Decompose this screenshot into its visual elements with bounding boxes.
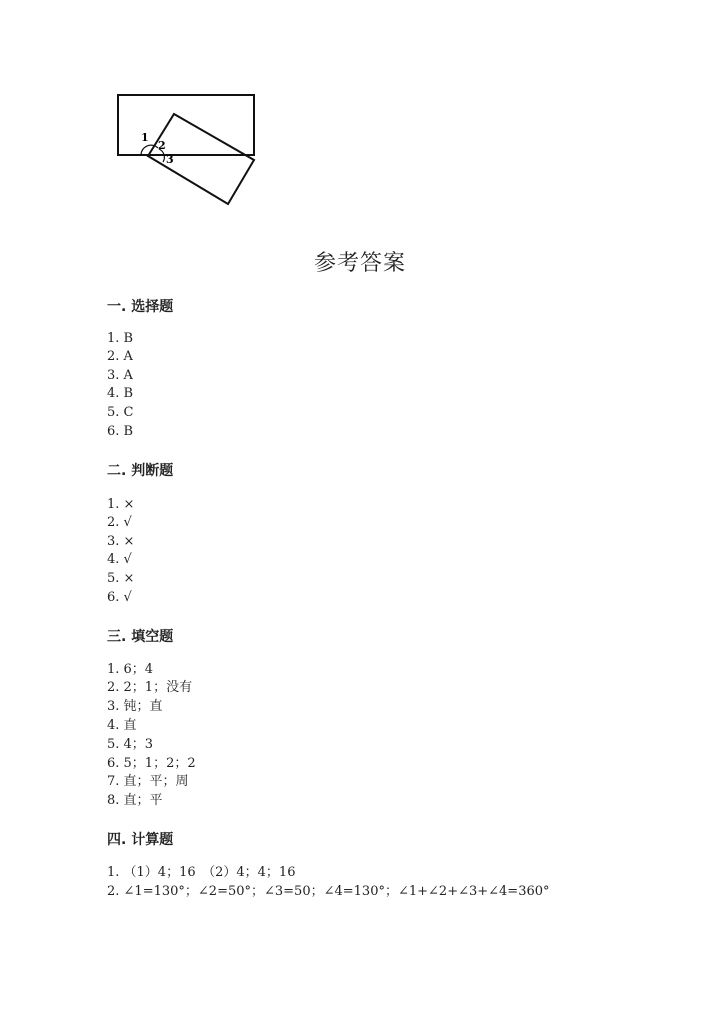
answer-item: 2. ∠1=130°；∠2=50°；∠3=50；∠4=130°；∠1+∠2+∠3+∠4=360° (107, 884, 550, 899)
answer-item: 1. × (107, 497, 135, 512)
section-heading-judgement: 二. 判断题 (107, 463, 174, 479)
answer-item: 7. 直；平；周 (107, 774, 189, 789)
answer-item: 6. B (107, 424, 134, 439)
answer-item: 1. （1）4；16 （2）4；4；16 (107, 865, 296, 880)
answer-item: 4. √ (107, 552, 132, 567)
answer-item: 5. × (107, 571, 135, 586)
answer-item: 2. √ (107, 515, 132, 530)
answer-item: 6. √ (107, 590, 132, 605)
answer-item: 6. 5；1；2；2 (107, 756, 196, 771)
answer-item: 5. 4；3 (107, 737, 154, 752)
answer-item: 2. A (107, 349, 133, 364)
answer-item: 8. 直；平 (107, 793, 163, 808)
angle-label-3: 3 (166, 153, 174, 166)
horizontal-rectangle (118, 95, 254, 155)
answer-item: 3. 钝；直 (107, 699, 163, 714)
answer-item: 3. × (107, 534, 135, 549)
answer-item: 1. B (107, 331, 134, 346)
section-heading-choice: 一. 选择题 (107, 299, 174, 315)
section-heading-fill-blank: 三. 填空题 (107, 629, 174, 645)
answer-item: 5. C (107, 405, 134, 420)
answer-item: 4. 直 (107, 718, 137, 733)
angle-label-1: 1 (141, 131, 149, 144)
answer-item: 2. 2；1；没有 (107, 680, 193, 695)
answer-item: 4. B (107, 386, 134, 401)
answer-item: 3. A (107, 368, 133, 383)
geometry-figure (108, 88, 268, 213)
page-title: 参考答案 (313, 251, 406, 276)
section-heading-calculation: 四. 计算题 (107, 832, 174, 848)
answer-item: 1. 6；4 (107, 662, 154, 677)
angle-label-2: 2 (158, 139, 166, 152)
